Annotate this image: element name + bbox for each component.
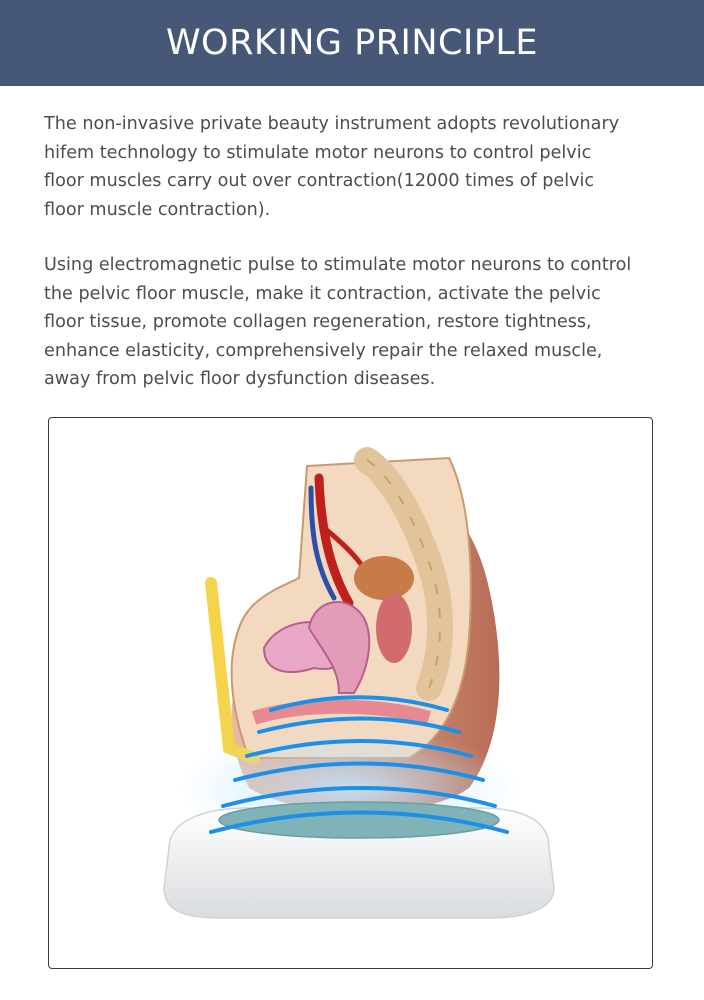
title-banner <box>0 0 704 86</box>
page-title: WORKING PRINCIPLE <box>165 23 539 63</box>
rectum <box>376 593 412 663</box>
description-paragraph-1: The non-invasive private beauty instrument adopts revolutionary hifem technology to stimulate motor neurons to control pelvic floor muscles carry out over contraction(12000 times of pelvic floor muscle contraction). <box>44 114 620 220</box>
bowel <box>354 556 414 600</box>
description-paragraph-2: Using electromagnetic pulse to stimulate motor neurons to control the pelvic floor muscle, make it contraction, activate the pelvic floor tissue, promote collagen regeneration, restore tightness, enhance elasticity, comprehensively repair the relaxed muscle, away from pelvic floor dysfunction diseases. <box>44 255 632 389</box>
illustration-frame <box>48 417 653 969</box>
pelvic-anatomy-illustration <box>49 418 651 967</box>
